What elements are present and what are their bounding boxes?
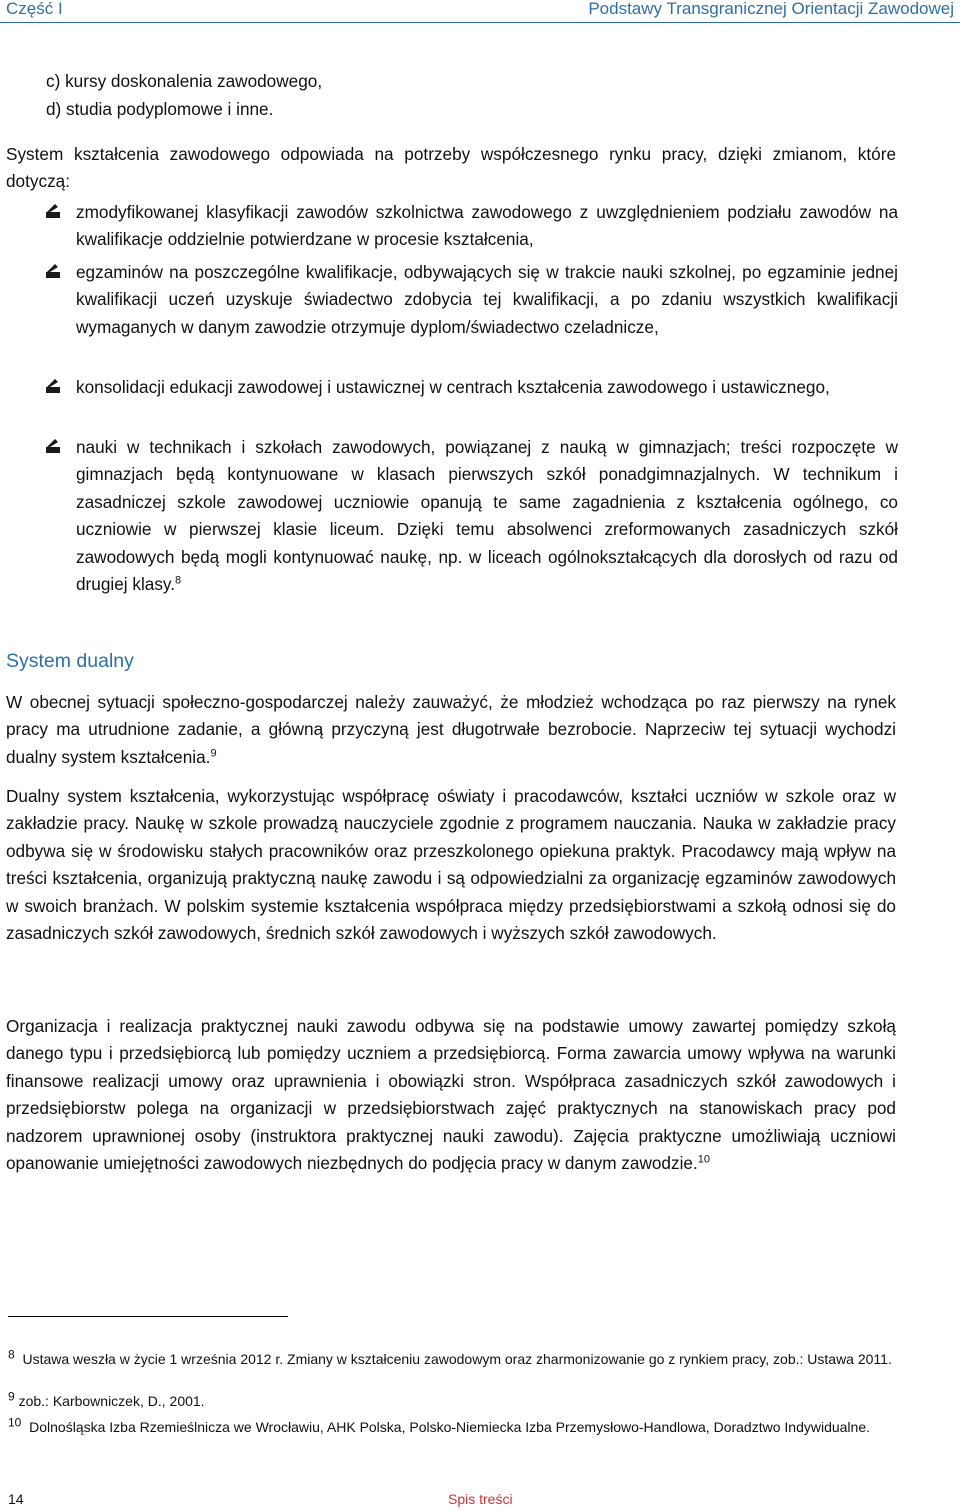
bullet-item — [46, 374, 898, 401]
bullet-text-body: nauki w technikach i szkołach zawodowych, powiązanej z nauką w gimnazjach; treści rozpoczęte w gimnazjach będą kontynuowane w klasach pierwszych szkół ponadgimnazjalnych. W technikum i zasadniczej szkole zawodowej uczniowie opanują te same zagadnienia z kształcenia ogólnego, co uczniowie w pierwszej klasie liceum. Dzięki temu absolwenci zreformowanych zasadniczych szkół zawodowych będą mogli kontynuować naukę, np. w liceach ogólnokształcących dla dorosłych od razu od drugiej klasy. — [76, 437, 898, 595]
footnote — [8, 1389, 898, 1410]
footnote-number: 8 — [8, 1347, 15, 1362]
paragraph-text: W obecnej sytuacji społeczno-gospodarczej należy zauważyć, że młodzież wchodząca po raz pierwszy na rynek pracy ma utrudnione zadanie, a główną przyczyną jest długotrwałe bezrobocie. Naprzeciw tej sytuacji wychodzi dualny system kształcenia. — [6, 692, 896, 767]
paragraph — [6, 689, 896, 771]
paragraph: Dualny system kształcenia, wykorzystując współpracę oświaty i pracodawców, kształci uczniów w szkole oraz w zakładzie pracy. Naukę w szkole prowadzą nauczyciele zgodnie z programem nauczania. Nauka w zakładzie pracy odbywa się w środowisku stałych pracowników oraz przeszkolonego opiekuna praktyk. Pracodawcy mają wpływ na treści kształcenia, organizują praktyczną naukę zawodu i są odpowiedzialni za organizację egzaminów zawodowych w swoich branżach. W polskim systemie kształcenia współpraca między przedsiębiorstwami a szkołą odnosi się do zasadniczych szkół zawodowych, średnich szkół zawodowych i wyższych szkół zawodowych. — [6, 786, 896, 944]
pen-bullet-icon — [46, 378, 60, 394]
bullet-text: zmodyfikowanej klasyfikacji zawodów szkolnictwa zawodowego z uwzględnieniem podziału zawodów na kwalifikacje oddzielnie potwierdzane w procesie kształcenia, — [76, 202, 898, 250]
footnote-ref[interactable]: 9 — [210, 747, 217, 760]
section-heading: System dualny — [6, 650, 134, 672]
footnote-number: 9 — [8, 1389, 15, 1404]
paragraph — [6, 1013, 896, 1177]
bullet-text — [76, 434, 898, 598]
footnote-ref[interactable]: 10 — [697, 1153, 710, 1166]
intro-paragraph: System kształcenia zawodowego odpowiada na potrzeby współczesnego rynku pracy, dzięki zmianom, które dotyczą: — [6, 144, 896, 192]
page-header — [0, 0, 960, 23]
header-part-title: Część I — [6, 0, 63, 18]
paragraph-text: Organizacja i realizacja praktycznej nauki zawodu odbywa się na podstawie umowy zawartej pomiędzy szkołą danego typu i przedsiębiorcą lub pomiędzy uczniem a przedsiębiorcą. Forma zawarcia umowy wpływa na warunki finansowe realizacji umowy oraz uprawnienia i obowiązki stron. Współpraca zasadniczych szkół zawodowych i przedsiębiorstw polega na organizacji w przedsiębiorstwach zajęć praktycznych na stanowiskach pracy pod nadzorem uprawnionej osoby (instruktora praktycznej nauki zawodu). Zajęcia praktyczne umożliwiają uczniowi opanowanie umiejętności zawodowych niezbędnych do podjęcia pracy w danym zawodzie. — [6, 1016, 896, 1174]
footnote-separator — [8, 1316, 288, 1317]
footnote-ref[interactable]: 8 — [175, 574, 182, 587]
bullet-text: konsolidacji edukacji zawodowej i ustawicznej w centrach kształcenia zawodowego i ustawicznego, — [76, 377, 830, 397]
pen-bullet-icon — [46, 438, 60, 454]
bullet-item — [46, 434, 898, 598]
header-book-title: Podstawy Transgranicznej Orientacji Zawodowej — [588, 0, 954, 18]
pen-bullet-icon — [46, 203, 60, 219]
bullet-item — [46, 259, 898, 341]
bullet-text: egzaminów na poszczególne kwalifikacje, odbywających się w trakcie nauki szkolnej, po egzaminie jednej kwalifikacji uczeń uzyskuje świadectwo zdobycia tej kwalifikacji, a po zdaniu wszystkich kwalifikacji wymaganych w danym zawodzie otrzymuje dyplom/świadectwo czeladnicze, — [76, 262, 898, 337]
footnote — [8, 1347, 898, 1368]
footnote-text: Ustawa weszła w życie 1 września 2012 r. Zmiany w kształceniu zawodowym oraz zharmonizowanie go z rynkiem pracy, zob.: Ustawa 2011. — [22, 1351, 892, 1367]
list-item-d: d) studia podyplomowe i inne. — [46, 99, 274, 119]
footnote-number: 10 — [8, 1415, 22, 1430]
list-item-c: c) kursy doskonalenia zawodowego, — [46, 71, 323, 91]
page-number: 14 — [8, 1491, 24, 1507]
toc-link[interactable]: Spis treści — [448, 1491, 513, 1507]
footnote — [8, 1415, 898, 1436]
bullet-item — [46, 199, 898, 254]
footnote-text: zob.: Karbowniczek, D., 2001. — [18, 1393, 205, 1409]
pen-bullet-icon — [46, 263, 60, 279]
footnote-text: Dolnośląska Izba Rzemieślnicza we Wrocławiu, AHK Polska, Polsko-Niemiecka Izba Przemysłowo-Handlowa, Doradztwo Indywidualne. — [29, 1419, 871, 1435]
